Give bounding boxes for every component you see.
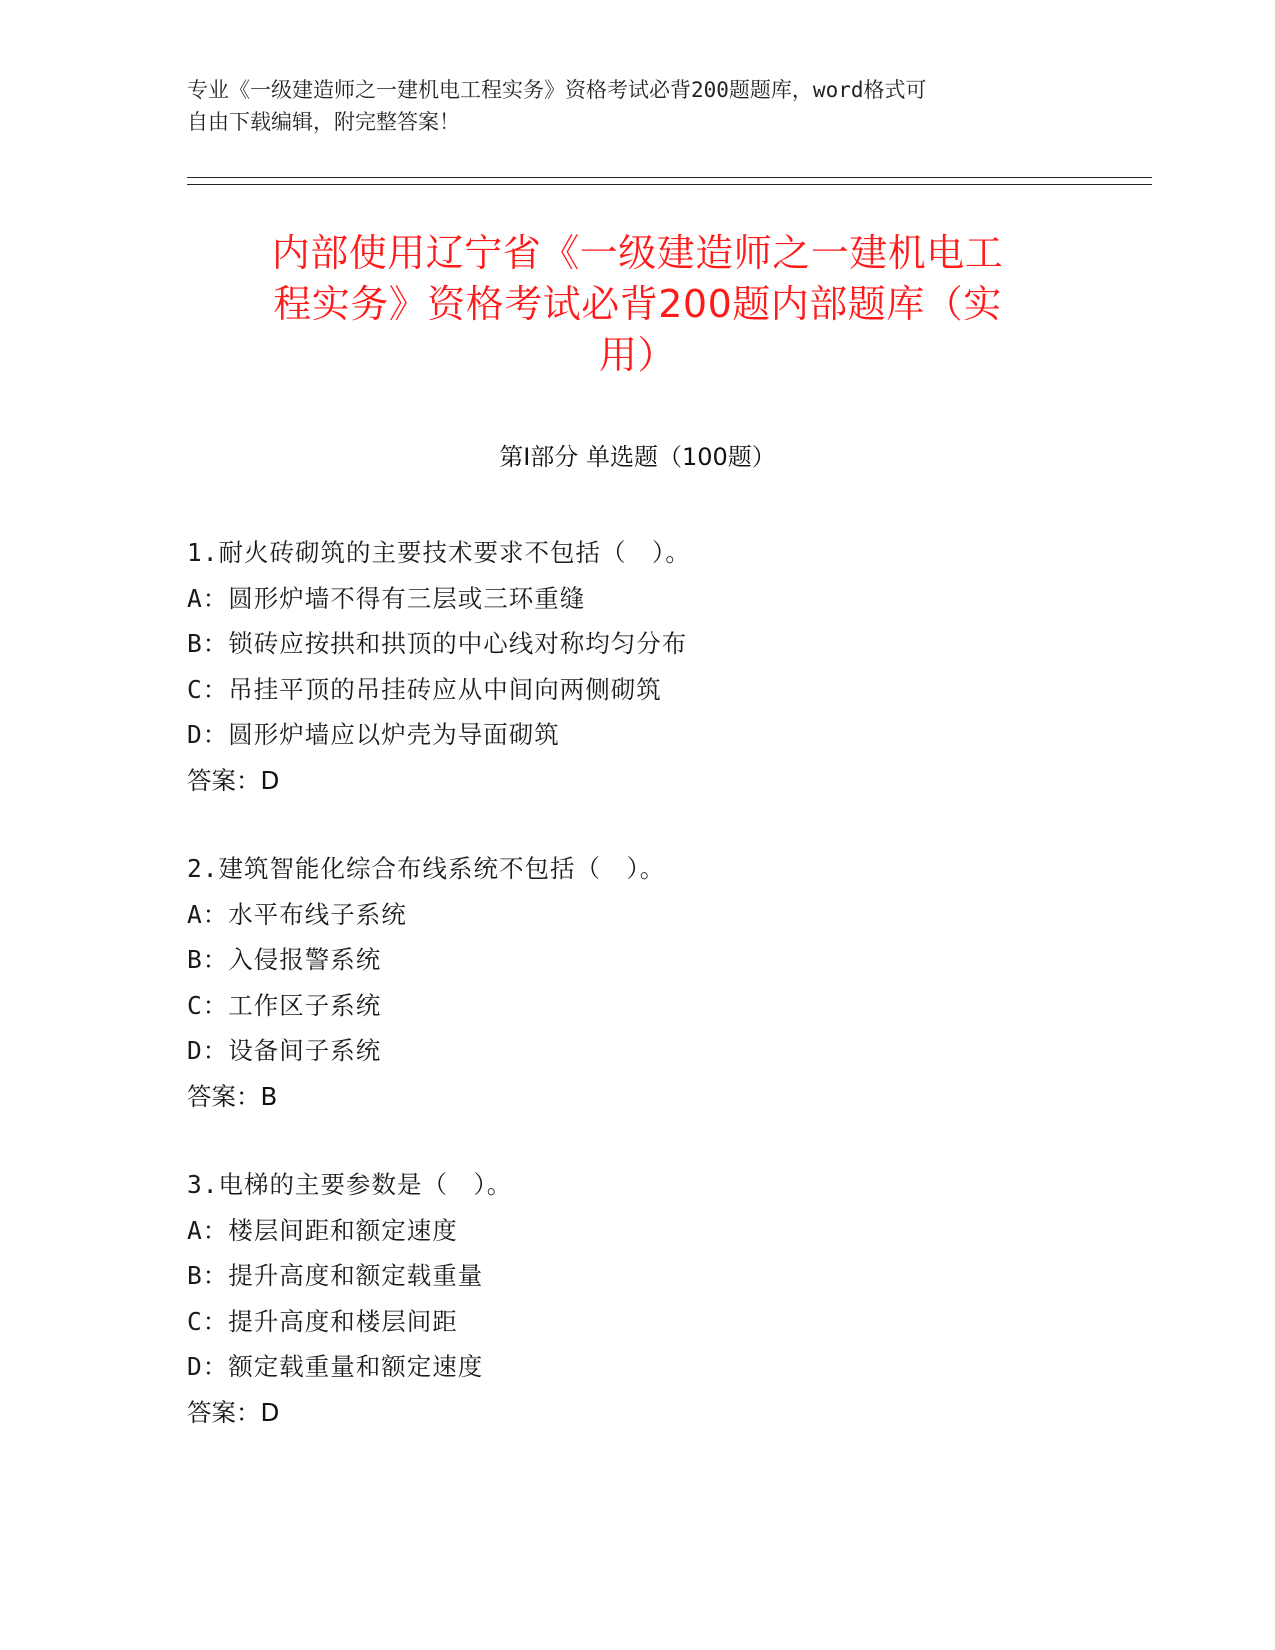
option-a: A：楼层间距和额定速度 (187, 1215, 458, 1245)
option-d: D：设备间子系统 (187, 1036, 382, 1065)
question-3 (187, 1162, 1087, 1435)
document-title-line-3: 用） (598, 333, 676, 377)
question-stem: 3.电梯的主要参数是（ ）。 (187, 1170, 513, 1199)
question-stem: 2.建筑智能化综合布线系统不包括（ ）。 (187, 854, 666, 883)
header-divider-top (187, 177, 1152, 178)
answer: 答案：D (187, 1397, 280, 1427)
option-a: A：水平布线子系统 (187, 899, 407, 929)
header-line-2: 自由下载编辑，附完整答案！ (187, 110, 460, 134)
option-a: A：圆形炉墙不得有三层或三环重缝 (187, 583, 586, 613)
question-stem: 1.耐火砖砌筑的主要技术要求不包括（ ）。 (187, 538, 691, 567)
answer: 答案：D (187, 765, 280, 795)
question-list (187, 530, 1087, 1478)
option-b: B：锁砖应按拱和拱顶的中心线对称均匀分布 (187, 629, 688, 658)
header-line-1: 专业《一级建造师之一建机电工程实务》资格考试必背200题题库，word格式可 (187, 78, 927, 102)
option-d: D：额定载重量和额定速度 (187, 1352, 484, 1381)
question-2 (187, 846, 1087, 1119)
question-1 (187, 530, 1087, 803)
header-divider-bottom (187, 184, 1152, 185)
option-b: B：入侵报警系统 (187, 945, 382, 974)
document-title (190, 228, 1085, 381)
option-c: C：提升高度和楼层间距 (187, 1306, 458, 1336)
option-c: C：工作区子系统 (187, 990, 382, 1020)
answer: 答案：B (187, 1081, 278, 1111)
option-d: D：圆形炉墙应以炉壳为导面砌筑 (187, 720, 560, 749)
section-title: 第Ⅰ部分 单选题（100题） (499, 443, 776, 471)
page-header (187, 74, 1067, 138)
document-title-line-1: 内部使用辽宁省《一级建造师之一建机电工 (271, 231, 1004, 275)
document-title-line-2: 程实务》资格考试必背200题内部题库（实 (273, 282, 1002, 326)
option-b: B：提升高度和额定载重量 (187, 1261, 484, 1290)
option-c: C：吊挂平顶的吊挂砖应从中间向两侧砌筑 (187, 674, 662, 704)
